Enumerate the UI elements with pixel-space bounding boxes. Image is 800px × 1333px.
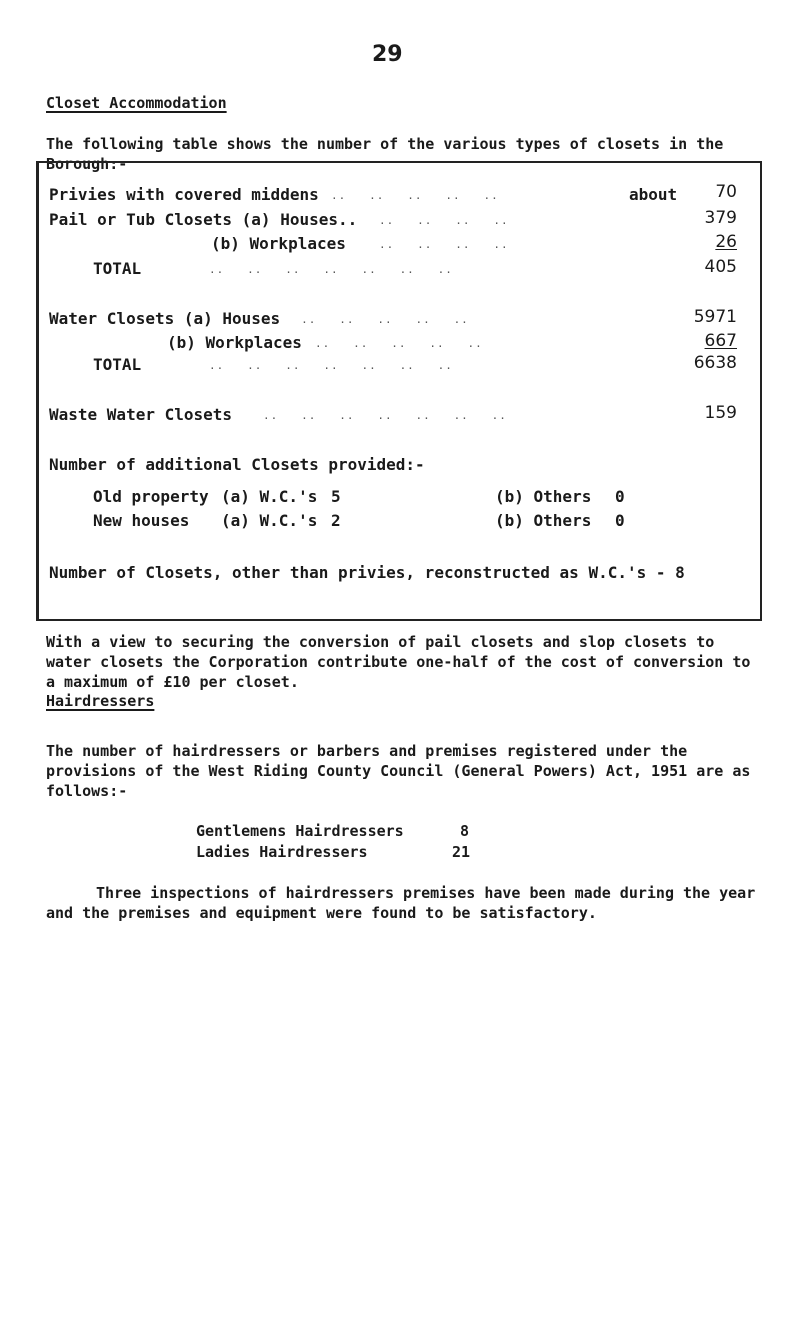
waste-water-label: Waste Water Closets [49, 405, 233, 424]
hairdressers-intro: The number of hairdressers or barbers and premises registered under the provisions of the West Riding County Council (General Powers) Act, 1951 are as follows:- [46, 742, 751, 800]
pail-workplaces-label: (b) Workplaces [211, 234, 346, 253]
new-houses-wc-label: (a) W.C.'s [221, 511, 318, 530]
new-houses-wc-value: 2 [331, 511, 341, 530]
conversion-paragraph: With a view to securing the conversion of pail closets and slop closets to water closets the Corporation contribute one-half of the cost of conversion to a maximum of £10 per closet. [46, 633, 751, 691]
ladies-hairdressers-value: 21 [452, 843, 471, 861]
privies-dots: .. .. .. .. .. [331, 189, 499, 202]
pail-houses-label: Pail or Tub Closets (a) Houses.. [49, 210, 358, 229]
page-number: 29 [372, 42, 403, 67]
new-houses-others-label: (b) Others [495, 511, 592, 530]
new-houses-others-value: 0 [615, 511, 625, 530]
pail-total-label: TOTAL [93, 259, 142, 278]
old-property-others-label: (b) Others [495, 487, 592, 506]
water-houses-label: Water Closets (a) Houses [49, 309, 281, 328]
water-workplaces-value: 667 [704, 331, 737, 351]
additional-closets-heading: Number of additional Closets provided:- [49, 455, 425, 474]
pail-total-dots: .. .. .. .. .. .. .. [209, 263, 453, 276]
privies-label: Privies with covered middens [49, 185, 319, 204]
pail-total-value: 405 [704, 257, 737, 277]
pail-houses-dots: .. .. .. .. [379, 214, 509, 227]
water-total-value: 6638 [693, 353, 737, 373]
old-property-wc-label: (a) W.C.'s [221, 487, 318, 506]
water-total-dots: .. .. .. .. .. .. .. [209, 359, 453, 372]
pail-workplaces-value: 26 [715, 232, 737, 252]
water-houses-value: 5971 [693, 307, 737, 327]
water-total-label: TOTAL [93, 355, 142, 374]
waste-water-dots: .. .. .. .. .. .. .. [263, 409, 507, 422]
water-workplaces-dots: .. .. .. .. .. [315, 337, 483, 350]
pail-workplaces-dots: .. .. .. .. [379, 238, 509, 251]
old-property-label: Old property [93, 487, 209, 506]
hairdressers-heading: Hairdressers [46, 692, 155, 710]
closet-accommodation-heading: Closet Accommodation [46, 94, 227, 112]
ladies-hairdressers-label: Ladies Hairdressers [196, 843, 368, 861]
old-property-wc-value: 5 [331, 487, 341, 506]
closet-intro-paragraph: The following table shows the number of the various types of closets in the Borough:- [46, 135, 724, 173]
old-property-others-value: 0 [615, 487, 625, 506]
water-houses-dots: .. .. .. .. .. .. [263, 313, 469, 326]
privies-value: 70 [715, 182, 737, 202]
gentlemens-hairdressers-label: Gentlemens Hairdressers [196, 822, 404, 840]
privies-about: about [629, 185, 678, 204]
closet-table [36, 161, 762, 621]
inspections-paragraph: Three inspections of hairdressers premises have been made during the year and the premises and equipment were found to be satisfactory. [46, 884, 756, 922]
new-houses-label: New houses [93, 511, 190, 530]
water-workplaces-label: (b) Workplaces [167, 333, 302, 352]
reconstructed-closets: Number of Closets, other than privies, reconstructed as W.C.'s - 8 [49, 563, 685, 582]
gentlemens-hairdressers-value: 8 [460, 822, 470, 840]
waste-water-value: 159 [704, 403, 737, 423]
pail-houses-value: 379 [704, 208, 737, 228]
